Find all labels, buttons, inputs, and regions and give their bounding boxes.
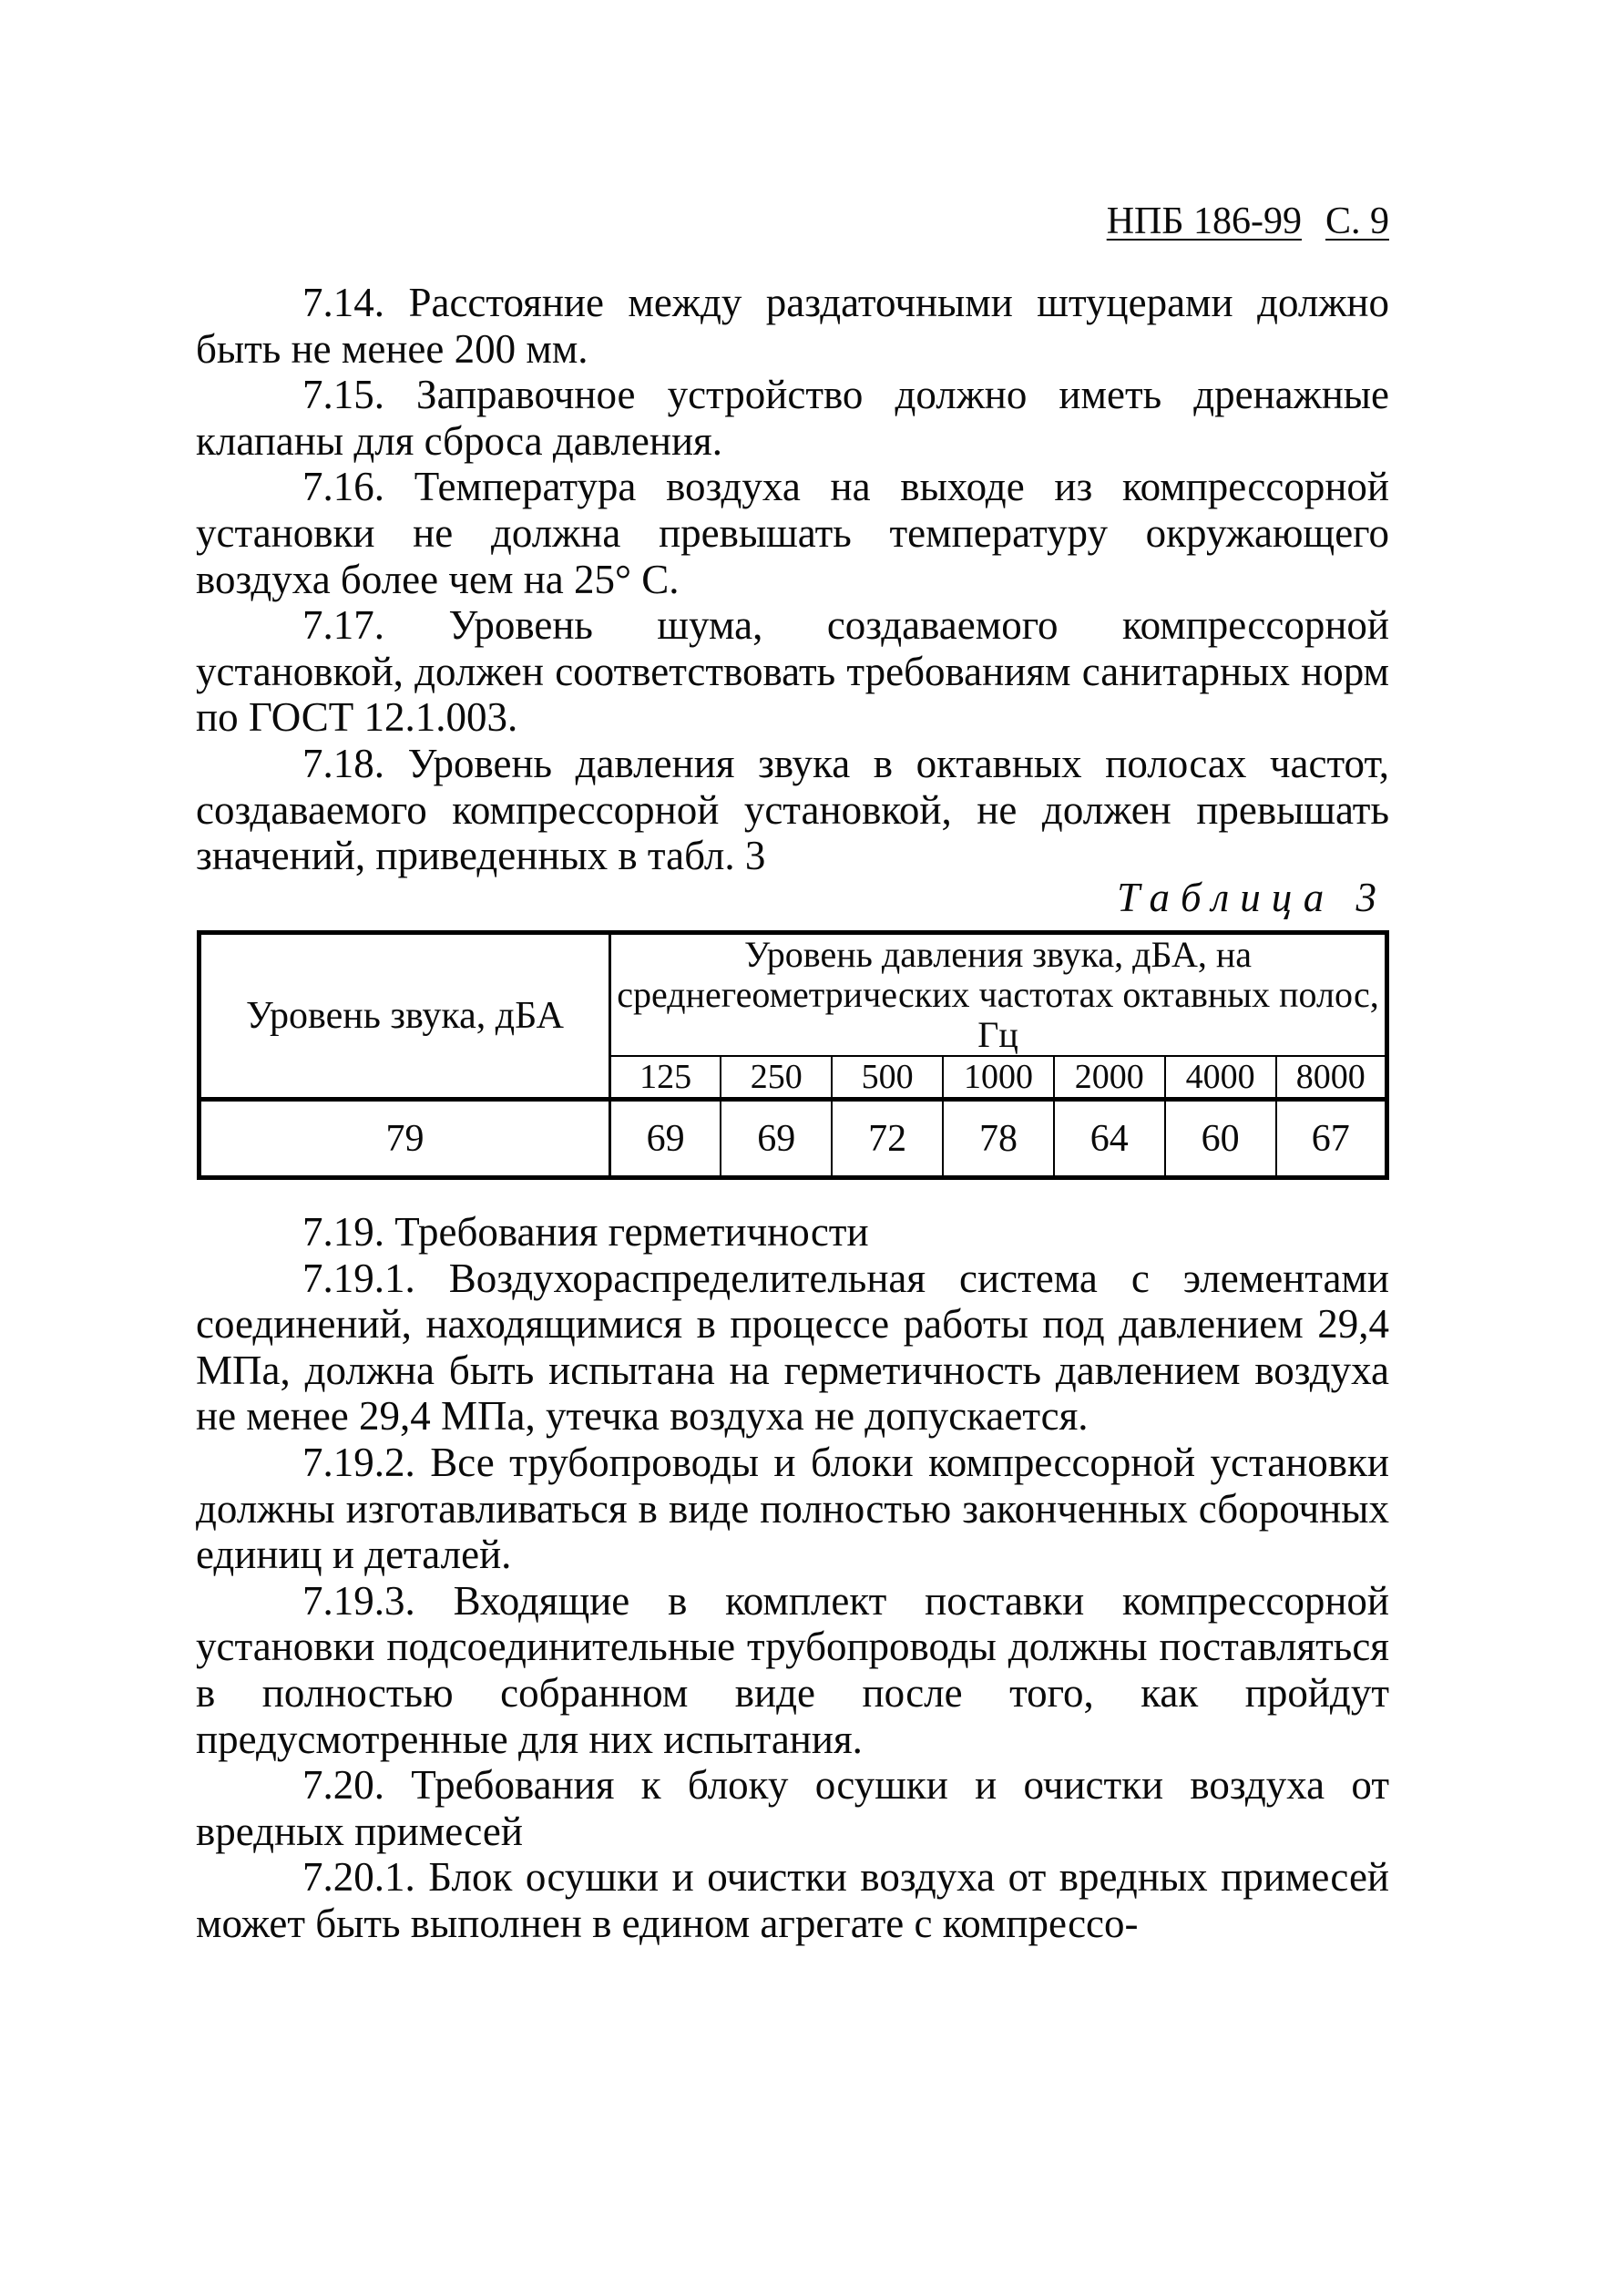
- freq-cell: 125: [610, 1056, 721, 1100]
- freq-cell: 1000: [943, 1056, 1054, 1100]
- paragraph-7-19-2: 7.19.2. Все трубопроводы и блоки компрессорной установки должны изготавливаться в виде полностью законченных сборочных единиц и деталей.: [196, 1439, 1389, 1578]
- freq-cell: 8000: [1276, 1056, 1387, 1100]
- page-number: С. 9: [1325, 200, 1389, 242]
- paragraph-7-19-1: 7.19.1. Воздухораспределительная система с элементами соединений, находящимися в процессе работы под давлением 29,4 МПа, должна быть испытана на герметичность давлением воздуха не менее 29,4 МПа, утечка воздуха не допускается.: [196, 1255, 1389, 1440]
- header-sound-pressure: Уровень давления звука, дБА, на среднегеометрических частотах октавных полос, Гц: [610, 933, 1387, 1057]
- paragraph-7-17: 7.17. Уровень шума, создаваемого компрессорной установкой, должен соответствовать требованиям санитарных норм по ГОСТ 12.1.003.: [196, 602, 1389, 741]
- value-cell: 69: [721, 1100, 832, 1178]
- paragraph-7-20: 7.20. Требования к блоку осушки и очистки воздуха от вредных примесей: [196, 1762, 1389, 1854]
- value-cell: 69: [610, 1100, 721, 1178]
- text-block-bottom: [196, 1209, 1389, 1947]
- paragraph-7-16: 7.16. Температура воздуха на выходе из компрессорной установки не должна превышать температуру окружающего воздуха более чем на 25° С.: [196, 464, 1389, 602]
- table-header-row: [199, 933, 1387, 1057]
- freq-cell: 2000: [1054, 1056, 1165, 1100]
- paragraph-7-14: 7.14. Расстояние между раздаточными штуцерами должно быть не менее 200 мм.: [196, 280, 1389, 372]
- table-caption: Таблица 3: [1117, 875, 1387, 920]
- value-cell: 72: [832, 1100, 943, 1178]
- value-cell: 64: [1054, 1100, 1165, 1178]
- value-sound-level: 79: [199, 1100, 610, 1178]
- value-cell: 67: [1276, 1100, 1387, 1178]
- header-sound-level: Уровень звука, дБА: [199, 933, 610, 1100]
- page-header: [1107, 202, 1389, 241]
- paragraph-7-18: 7.18. Уровень давления звука в октавных полосах частот, создаваемого компрессорной установкой, не должен превышать значений, приведенных в табл. 3: [196, 740, 1389, 879]
- text-block-top: [196, 280, 1389, 879]
- paragraph-7-19: 7.19. Требования герметичности: [302, 1209, 869, 1255]
- paragraph-7-15: 7.15. Заправочное устройство должно иметь дренажные клапаны для сброса давления.: [196, 372, 1389, 464]
- freq-cell: 250: [721, 1056, 832, 1100]
- value-cell: 60: [1165, 1100, 1276, 1178]
- freq-cell: 500: [832, 1056, 943, 1100]
- paragraph-7-20-1: 7.20.1. Блок осушки и очистки воздуха от вредных примесей может быть выполнен в едином агрегате с компрессо-: [196, 1854, 1389, 1946]
- paragraph-7-19-3: 7.19.3. Входящие в комплект поставки компрессорной установки подсоединительные трубопроводы должны поставляться в полностью собранном виде после того, как пройдут предусмотренные для них испытания.: [196, 1577, 1389, 1762]
- freq-cell: 4000: [1165, 1056, 1276, 1100]
- document-code: НПБ 186-99: [1106, 200, 1302, 242]
- table-row: [199, 1100, 1387, 1178]
- value-cell: 78: [943, 1100, 1054, 1178]
- noise-table: [197, 930, 1389, 1180]
